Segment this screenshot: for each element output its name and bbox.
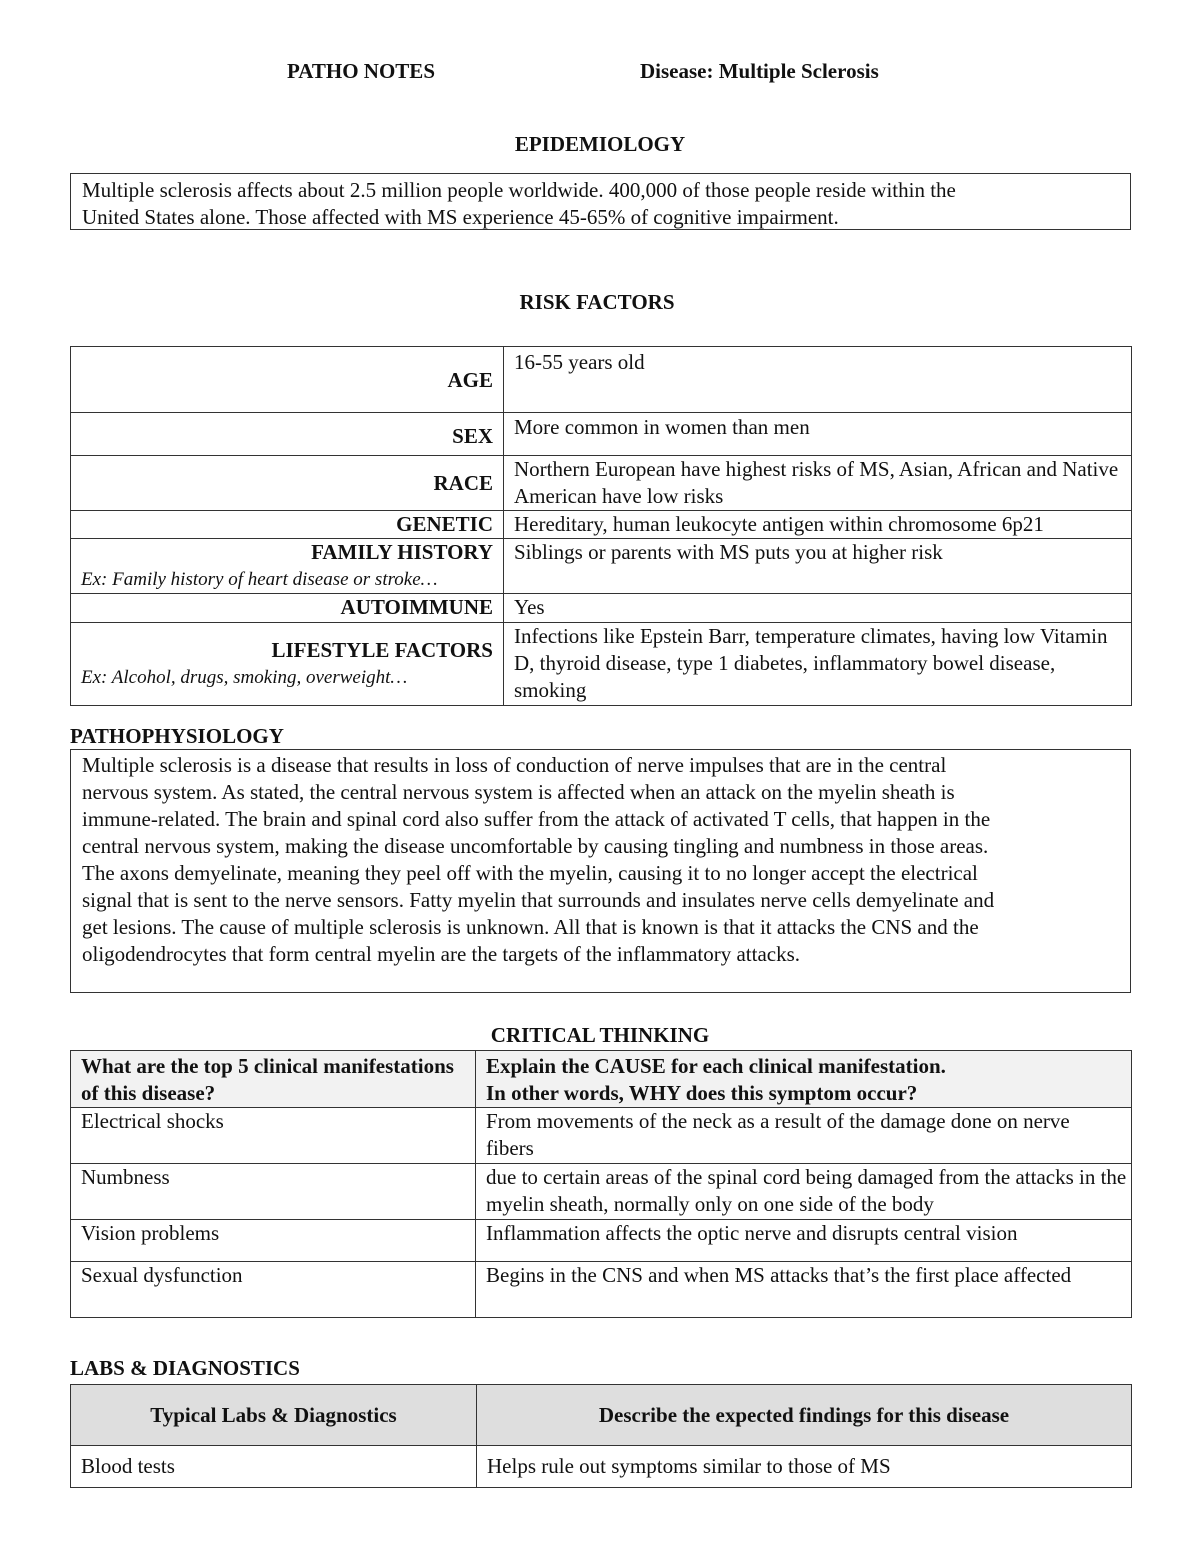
labs-header-row	[71, 1385, 1132, 1446]
risk-label-family-history: FAMILY HISTORY	[311, 540, 493, 564]
critical-thinking-col2-subheader: In other words, WHY does this symptom occur?	[486, 1081, 918, 1105]
risk-value-age: 16-55 years old	[514, 350, 645, 374]
table-row	[71, 1164, 1132, 1220]
risk-row-lifestyle	[71, 623, 1132, 706]
pathophysiology-line: The axons demyelinate, meaning they peel off with the myelin, causing it to no longer accept the electrical	[82, 861, 978, 885]
critical-thinking-header-row	[71, 1051, 1132, 1108]
labs-col2-header: Describe the expected findings for this disease	[598, 1402, 1010, 1427]
pathophysiology-line: get lesions. The cause of multiple sclerosis is unknown. All that is known is that it attacks the CNS and the	[82, 915, 979, 939]
cause-cell: Inflammation affects the optic nerve and disrupts central vision	[486, 1221, 1018, 1245]
labs-table	[70, 1384, 1132, 1488]
manifestation-cell: Sexual dysfunction	[81, 1263, 243, 1287]
risk-label-genetic: GENETIC	[396, 512, 493, 536]
risk-value-genetic: Hereditary, human leukocyte antigen within chromosome 6p21	[514, 512, 1044, 536]
pathophysiology-line: oligodendrocytes that form central myelin are the targets of the inflammatory attacks.	[82, 942, 801, 966]
risk-factors-title: RISK FACTORS	[519, 290, 675, 314]
lab-test-cell: Blood tests	[81, 1454, 175, 1478]
risk-example-family-history: Ex: Family history of heart disease or stroke…	[81, 569, 438, 590]
risk-label-autoimmune: AUTOIMMUNE	[340, 595, 493, 619]
risk-row-family-history	[71, 539, 1132, 594]
risk-label-lifestyle: LIFESTYLE FACTORS	[271, 638, 493, 662]
table-row	[71, 1446, 1132, 1488]
risk-value-race: Northern European have highest risks of MS, Asian, African and Native American have low risks	[514, 457, 1119, 508]
lab-finding-cell: Helps rule out symptoms similar to those of MS	[487, 1454, 891, 1478]
pathophysiology-box	[70, 749, 1131, 993]
epidemiology-line: United States alone. Those affected with MS experience 45-65% of cognitive impairment.	[82, 205, 839, 229]
risk-row-genetic	[71, 511, 1132, 539]
cause-cell: due to certain areas of the spinal cord being damaged from the attacks in the myelin sheath, normally only on one side of the body	[486, 1165, 1127, 1216]
pathophysiology-title: PATHOPHYSIOLOGY	[70, 724, 284, 748]
critical-thinking-col2-header: Explain the CAUSE for each clinical manifestation.	[486, 1054, 946, 1078]
risk-row-age	[71, 347, 1132, 413]
risk-row-sex	[71, 413, 1132, 456]
cause-cell: From movements of the neck as a result of the damage done on nerve fibers	[486, 1109, 1070, 1160]
epidemiology-title: EPIDEMIOLOGY	[514, 132, 686, 156]
header-left: PATHO NOTES	[287, 59, 435, 83]
pathophysiology-line: immune-related. The brain and spinal cord also suffer from the attack of activated T cells, that happen in the	[82, 807, 991, 831]
risk-example-lifestyle: Ex: Alcohol, drugs, smoking, overweight…	[81, 667, 408, 688]
critical-thinking-col1-header: What are the top 5 clinical manifestations of this disease?	[81, 1054, 454, 1105]
risk-value-family-history: Siblings or parents with MS puts you at higher risk	[514, 540, 943, 564]
pathophysiology-line: signal that is sent to the nerve sensors. Fatty myelin that surrounds and insulates nerve cells demyelinate and	[82, 888, 995, 912]
table-row	[71, 1262, 1132, 1318]
table-row	[71, 1220, 1132, 1262]
risk-value-lifestyle: Infections like Epstein Barr, temperature climates, having low Vitamin D, thyroid disease, type 1 diabetes, inflammatory bowel disease, smoking	[514, 624, 1108, 702]
manifestation-cell: Numbness	[81, 1165, 170, 1189]
risk-row-autoimmune	[71, 594, 1132, 623]
risk-row-race	[71, 456, 1132, 511]
risk-value-autoimmune: Yes	[514, 595, 545, 619]
labs-title: LABS & DIAGNOSTICS	[70, 1356, 300, 1380]
pathophysiology-line: central nervous system, making the disease uncomfortable by causing tingling and numbness in those areas.	[82, 834, 989, 858]
critical-thinking-title: CRITICAL THINKING	[490, 1023, 710, 1047]
manifestation-cell: Electrical shocks	[81, 1109, 224, 1133]
header-disease: Disease: Multiple Sclerosis	[640, 59, 879, 83]
manifestation-cell: Vision problems	[81, 1221, 220, 1245]
risk-label-race: RACE	[433, 470, 493, 495]
critical-thinking-table	[70, 1050, 1132, 1318]
epidemiology-box	[70, 173, 1131, 230]
risk-label-age: AGE	[447, 368, 493, 392]
pathophysiology-line: Multiple sclerosis is a disease that results in loss of conduction of nerve impulses that are in the central	[82, 753, 947, 777]
pathophysiology-line: nervous system. As stated, the central nervous system is affected when an attack on the myelin sheath is	[82, 780, 955, 804]
table-row	[71, 1108, 1132, 1164]
labs-col1-header: Typical Labs & Diagnostics	[150, 1402, 397, 1427]
risk-value-sex: More common in women than men	[514, 415, 810, 439]
risk-label-sex: SEX	[452, 424, 493, 448]
cause-cell: Begins in the CNS and when MS attacks that’s the first place affected	[486, 1263, 1072, 1287]
risk-factors-table	[70, 346, 1132, 706]
epidemiology-line: Multiple sclerosis affects about 2.5 million people worldwide. 400,000 of those people reside within the	[82, 178, 956, 202]
